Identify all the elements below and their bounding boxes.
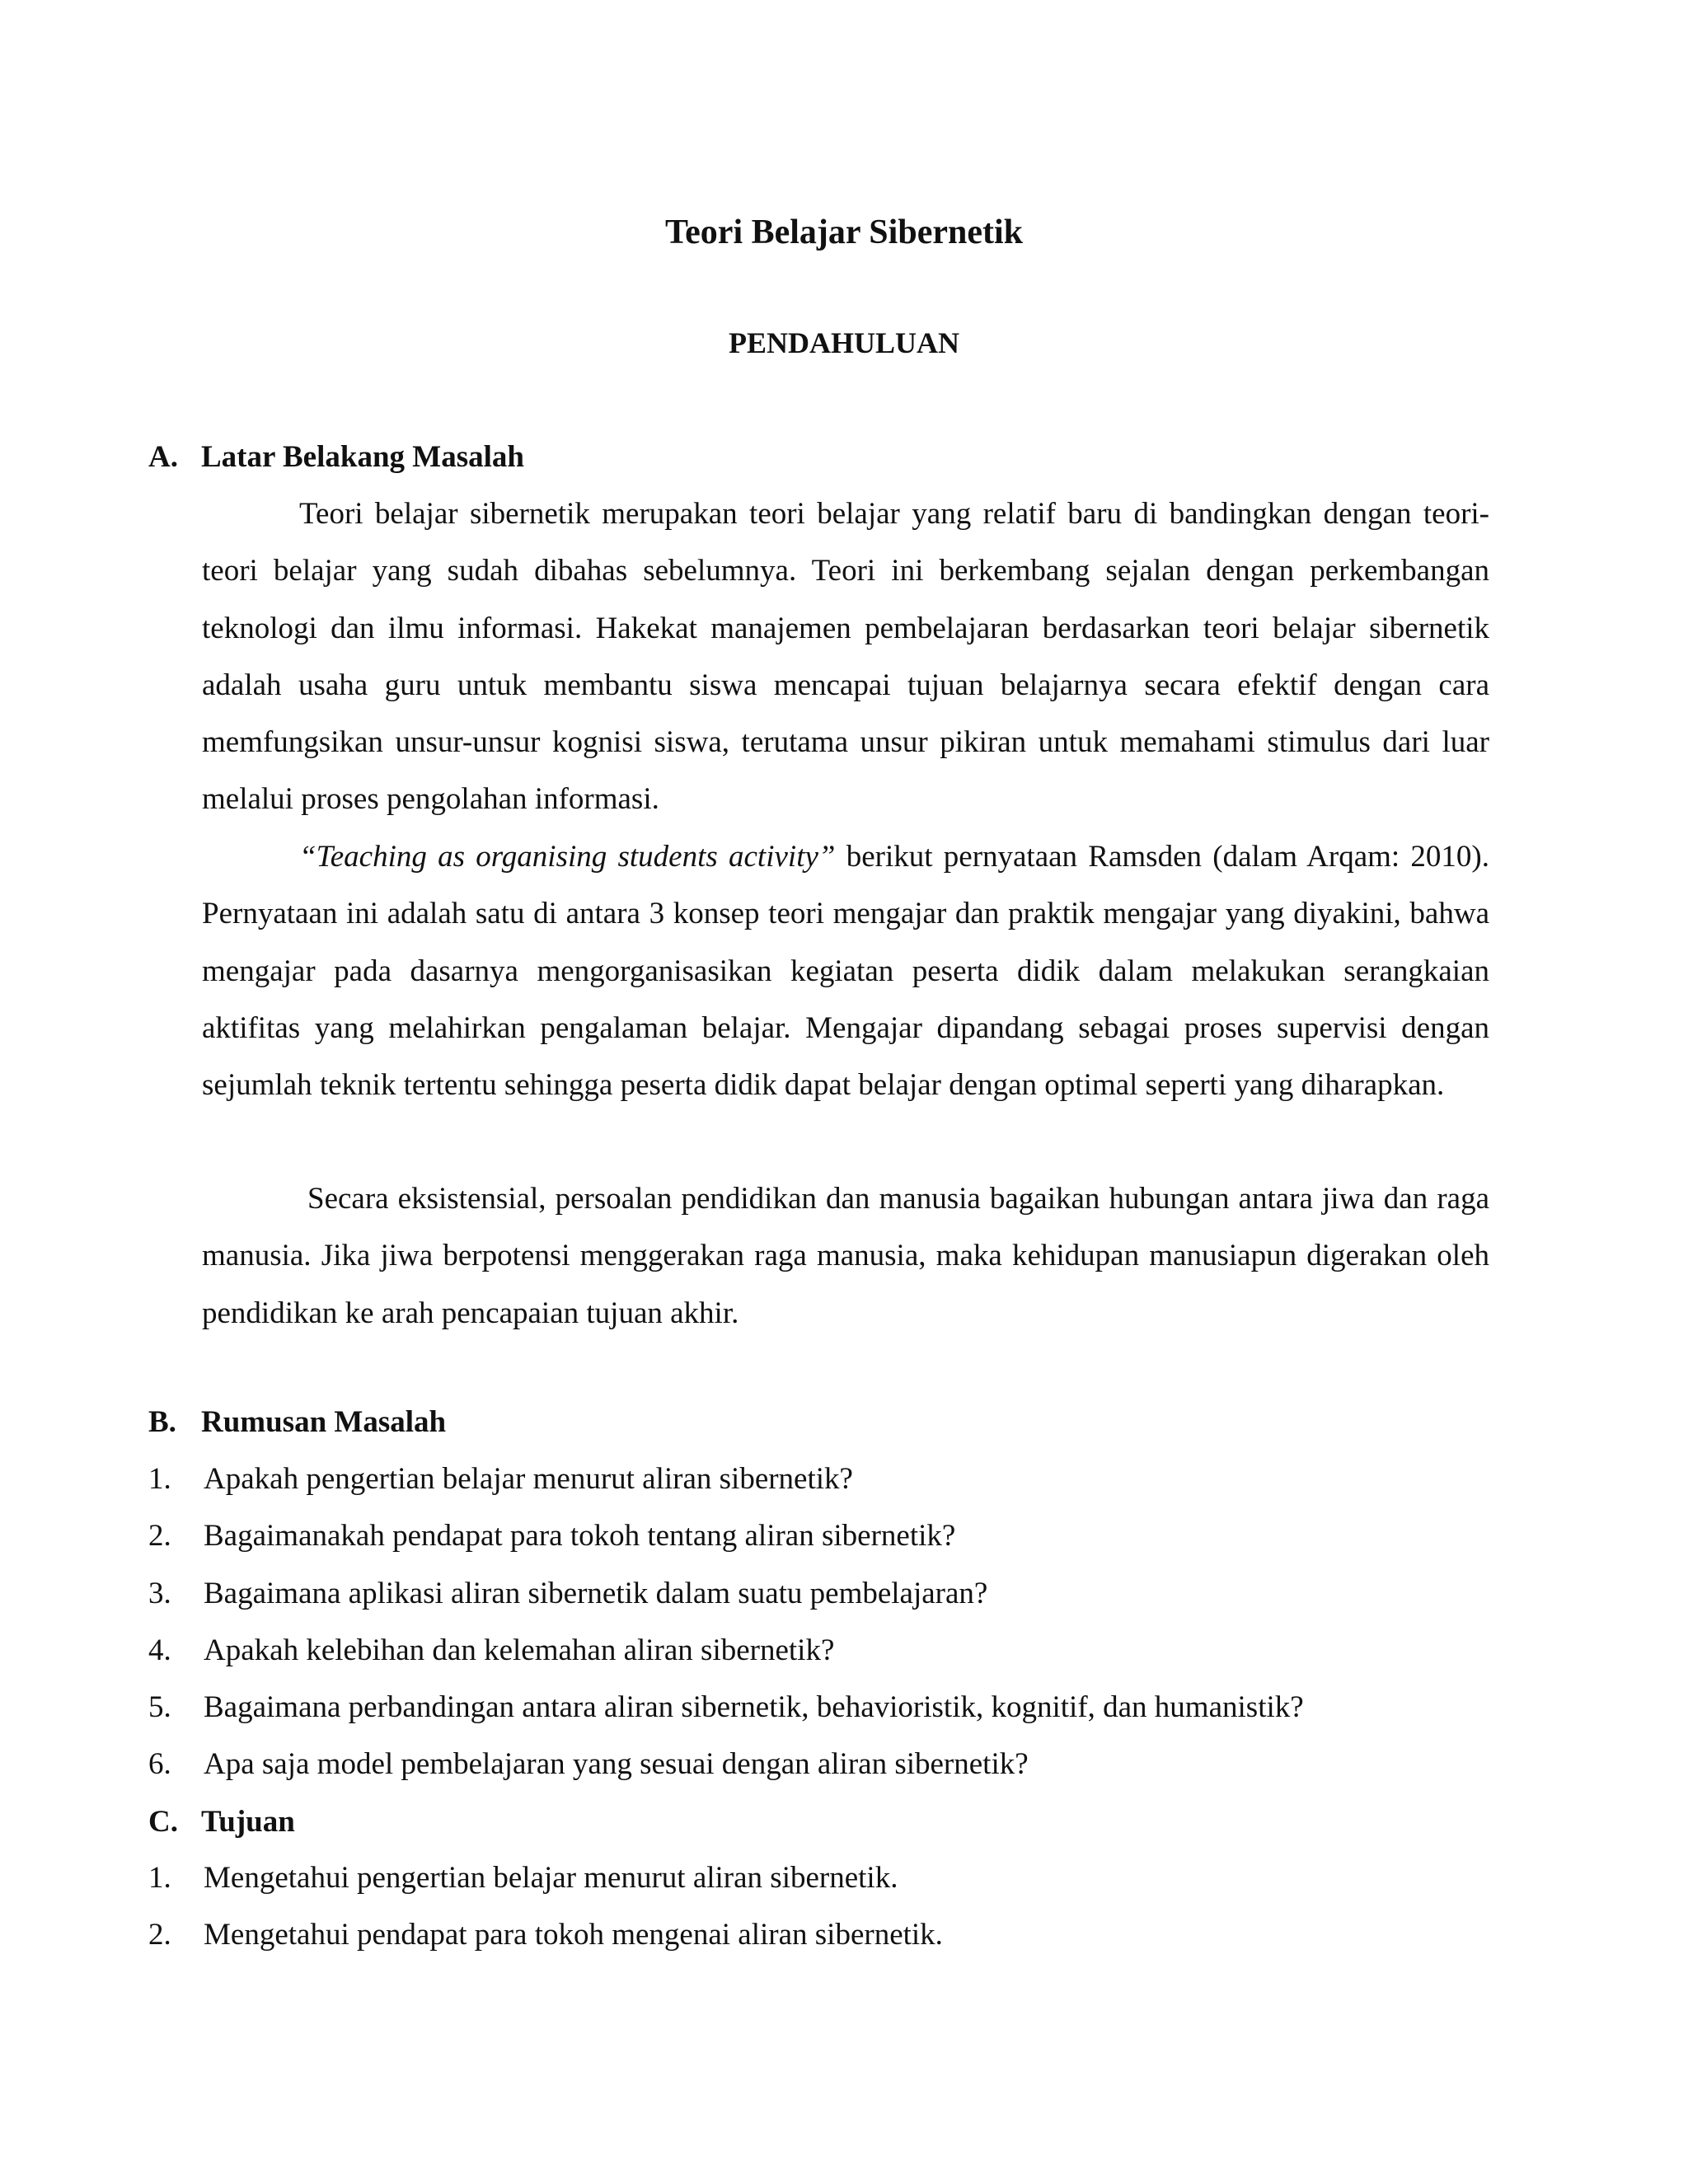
list-item: 2. Mengetahui pendapat para tokoh mengenai aliran sibernetik. xyxy=(148,1918,943,1952)
paragraph-2-text: berikut pernyataan Ramsden (dalam Arqam: 2010). Pernyataan ini adalah satu di antara 3 konsep teori mengajar dan praktik mengajar yang diyakini, bahwa mengajar pada dasarnya mengorganisasikan kegiatan peserta didik dalam melakukan serangkaian aktifitas yang melahirkan pengalaman belajar. Mengajar dipandang sebagai proses supervisi dengan sejumlah teknik tertentu sehingga peserta didik dapat belajar dengan optimal seperti yang diharapkan. xyxy=(202,840,1490,1103)
list-item: 1. Mengetahui pengertian belajar menurut aliran sibernetik. xyxy=(148,1861,898,1895)
heading-latar-belakang xyxy=(148,434,524,480)
list-item: 2. Bagaimanakah pendapat para tokoh tentang aliran sibernetik? xyxy=(148,1519,956,1554)
paragraph-2-quote: “Teaching as organising students activity” xyxy=(299,840,836,874)
list-item: 4. Apakah kelebihan dan kelemahan aliran sibernetik? xyxy=(148,1633,835,1667)
heading-text: Rumusan Masalah xyxy=(201,1405,447,1439)
heading-text: Latar Belakang Masalah xyxy=(201,440,524,474)
page-title: Teori Belajar Sibernetik xyxy=(665,213,1023,251)
paragraph-1: Teori belajar sibernetik merupakan teori belajar yang relatif baru di bandingkan dengan teori-teori belajar yang sudah dibahas sebelumnya. Teori ini berkembang sejalan dengan perkembangan teknologi dan ilmu informasi. Hakekat manajemen pembelajaran berdasarkan teori belajar sibernetik adalah usaha guru untuk membantu siswa mencapai tujuan belajarnya secara efektif dengan cara memfungsikan unsur-unsur kognisi siswa, terutama unsur pikiran untuk memahami stimulus dari luar melalui proses pengolahan informasi. xyxy=(202,497,1489,817)
heading-letter: A. xyxy=(148,440,178,474)
section-title-pendahuluan: PENDAHULUAN xyxy=(728,326,959,359)
paragraph-3: Secara eksistensial, persoalan pendidikan dan manusia bagaikan hubungan antara jiwa dan raga manusia. Jika jiwa berpotensi menggerakan raga manusia, maka kehidupan manusiapun digerakan oleh pendidikan ke arah pencapaian tujuan akhir. xyxy=(202,1182,1489,1330)
heading-rumusan-masalah xyxy=(148,1399,446,1446)
heading-tujuan xyxy=(148,1799,295,1845)
list-item: 5. Bagaimana perbandingan antara aliran sibernetik, behavioristik, kognitif, dan humanistik? xyxy=(148,1690,1304,1725)
heading-letter: B. xyxy=(148,1405,176,1439)
list-item: 6. Apa saja model pembelajaran yang sesuai dengan aliran sibernetik? xyxy=(148,1747,1029,1782)
rumusan-masalah-list xyxy=(148,1451,1304,1793)
tujuan-list xyxy=(148,1849,943,1964)
heading-letter: C. xyxy=(148,1805,178,1839)
paragraph-2 xyxy=(202,828,1489,1113)
list-item: 1. Apakah pengertian belajar menurut aliran sibernetik? xyxy=(148,1462,853,1496)
heading-text: Tujuan xyxy=(201,1805,295,1839)
list-item: 3. Bagaimana aplikasi aliran sibernetik dalam suatu pembelajaran? xyxy=(148,1576,988,1610)
